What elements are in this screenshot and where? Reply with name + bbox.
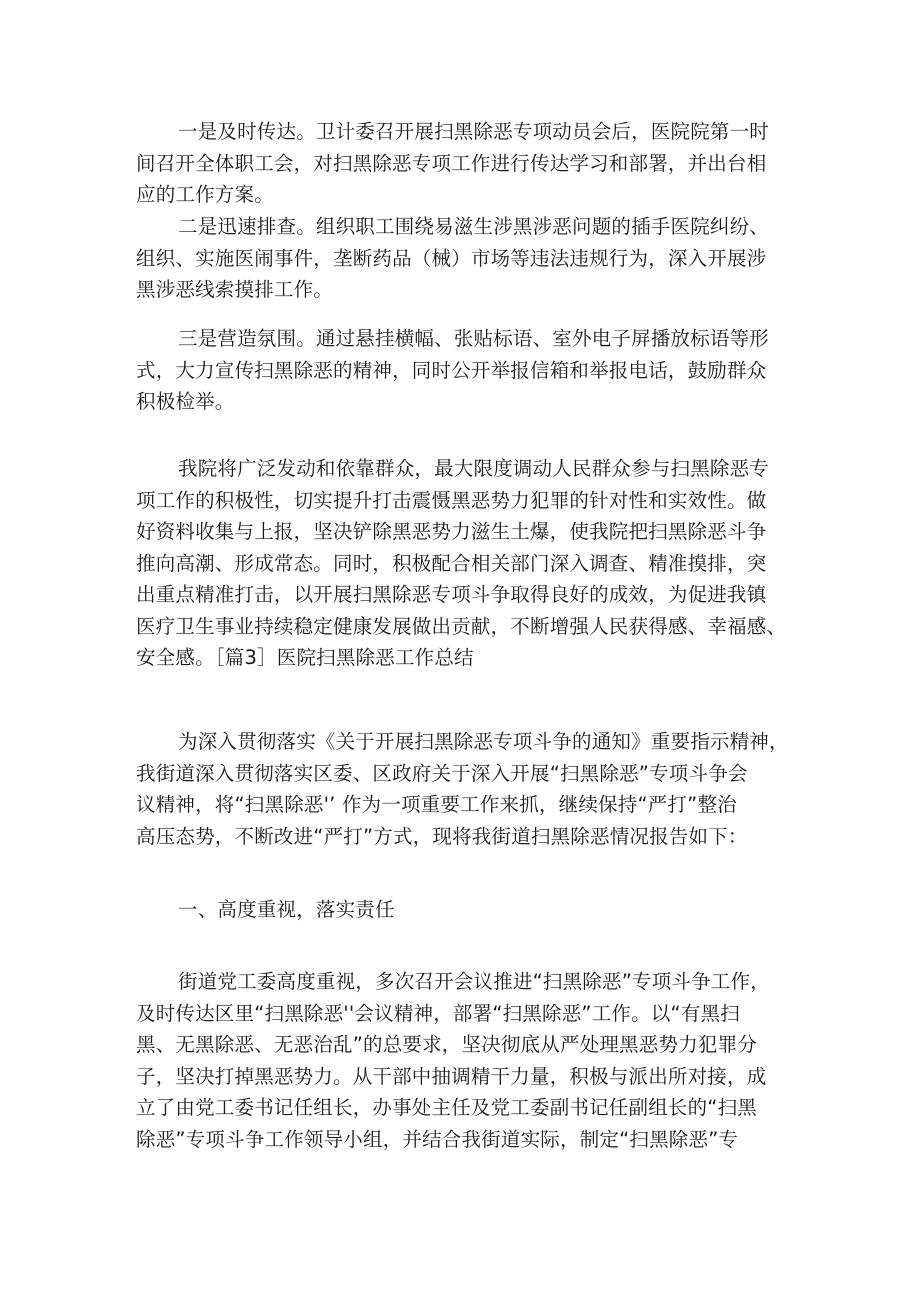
text-line: 应的工作方案。 [136,183,274,206]
text-line: 推向高潮、形成常态。同时，积极配合相关部门深入调查、精准摸排，突 [136,551,767,575]
text-line: 好资料收集与上报，坚决铲除黑恶势力滋生土爆，使我院把扫黑除恶斗争 [136,520,767,543]
text-line: 积极检举。 [136,390,235,413]
heading-text: 一、高度重视，落实责任 [178,898,395,921]
text-line: 我院将广泛发动和依靠群众，最大限度调动人民群众参与扫黑除恶专 [178,457,770,480]
text-line: 出重点精准打击，以开展扫黑除恶专项斗争取得良好的成效，为促进我镇 [136,583,767,606]
text-line: 立了由党工委书记任组长，办事处主任及党工委副书记任副组长的“扫黑 [136,1096,758,1119]
text-line: 三是营造氛围。通过悬挂横幅、张贴标语、室外电子屏播放标语等形 [178,327,770,350]
text-line: 医疗卫生事业持续稳定健康发展做出贡献，不断增强人民获得感、幸福感、 [136,614,787,638]
text-line: 式，大力宣传扫黑除恶的精神，同时公开举报信箱和举报电话，鼓励群众 [136,358,767,382]
text-line: 街道党工委高度重视，多次召开会议推进“扫黑除恶”专项斗争工作， [178,970,770,993]
section-heading [136,894,796,926]
paragraph-dissemination [136,116,796,211]
text-line: 议精神，将“扫黑除恶'’ 作为一项重要工作来抓，继续保持“严打”整治 [136,793,737,816]
paragraph-introduction [136,726,796,852]
text-line: 及时传达区里“扫黑除恶''会议精神，部署“扫黑除恶”工作。以“有黑扫 [136,1001,740,1025]
text-line: 黑涉恶线索摸排工作。 [136,278,334,301]
text-line: 我街道深入贯彻落实区委、区政府关于深入开展“扫黑除恶”专项斗争会 [136,761,748,785]
text-line: 高压态势，不断改进“严打”方式，现将我街道扫黑除恶情况报告如下： [136,824,748,848]
text-line: 项工作的积极性，切实提升打击震慑黑恶势力犯罪的针对性和实效性。做 [136,488,767,512]
text-line: 为深入贯彻落实《关于开展扫黑除恶专项斗争的通知》重要指示精神， [178,730,789,753]
paragraph-mobilization [136,453,796,674]
text-line: 二是迅速排查。组织职工围绕易滋生涉黑涉恶问题的插手医院纠纷、 [178,215,770,238]
text-line: 安全感。［篇3］医院扫黑除恶工作总结 [136,646,474,669]
paragraph-atmosphere [136,323,796,418]
paragraph-investigation [136,211,796,306]
text-line: 黑、无黑除恶、无恶治乱”的总要求，坚决彻底从严处理黑恶势力犯罪分 [136,1033,758,1056]
text-line: 除恶”专项斗争工作领导小组，并结合我街道实际，制定“扫黑除恶”专 [136,1127,739,1151]
text-line: 组织、实施医闹事件，垄断药品（械）市场等违法违规行为，深入开展涉 [136,246,767,270]
text-line: 一是及时传达。卫计委召开展扫黑除恶专项动员会后，医院院第一时 [178,120,770,143]
paragraph-leadership [136,966,796,1155]
text-line: 子，坚决打掉黑恶势力。从干部中抽调精干力量，积极与派出所对接，成 [136,1064,767,1088]
text-line: 间召开全体职工会，对扫黑除恶专项工作进行传达学习和部署，并出台相 [136,151,767,175]
